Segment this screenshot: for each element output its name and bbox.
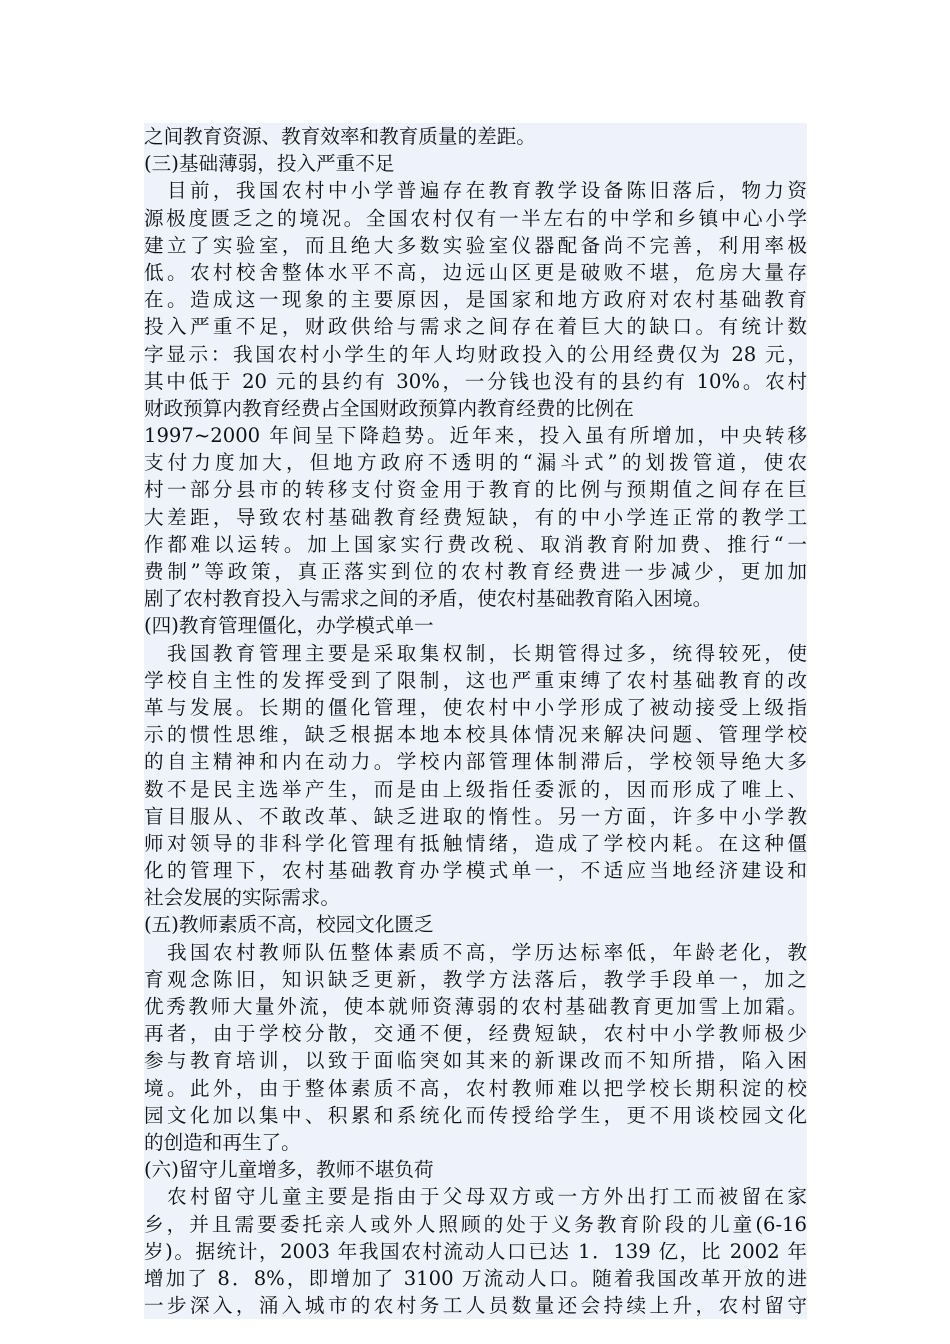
- text-line: 字显示：我国农村小学生的年人均财政投入的公用经费仅为 28 元，: [144, 342, 807, 366]
- text-line: 大差距，导致农村基础教育经费短缺，有的中小学连正常的教学工: [144, 505, 807, 529]
- text-line: 建立了实验室，而且绝大多数实验室仪器配备尚不完善，利用率极: [144, 233, 807, 257]
- text-line: 一步深入，涌入城市的农村务工人员数量还会持续上升，农村留守: [144, 1294, 807, 1318]
- text-line: 盲目服从、不敢改革、缺乏进取的惰性。另一方面，许多中小学教: [144, 804, 807, 828]
- text-line: 投入严重不足，财政供给与需求之间存在着巨大的缺口。有统计数: [144, 315, 807, 339]
- text-line: 源极度匮乏之的境况。全国农村仅有一半左右的中学和乡镇中心小学: [144, 206, 807, 230]
- text-line: 的创造和再生了。: [144, 1130, 301, 1154]
- text-line: 再者，由于学校分散，交通不便，经费短缺，农村中小学教师极少: [144, 1022, 807, 1046]
- text-line: 之间教育资源、教育效率和教育质量的差距。: [144, 125, 536, 148]
- text-line: 革与发展。长期的僵化管理，使农村中小学形成了被动接受上级指: [144, 695, 807, 719]
- text-line: 支付力度加大，但地方政府不透明的“漏斗式”的划拨管道，使农: [144, 451, 807, 475]
- text-line: 化的管理下，农村基础教育办学模式单一，不适应当地经济建设和: [144, 859, 807, 883]
- text-line: 其中低于 20 元的县约有 30%，一分钱也没有的县约有 10%。农村: [144, 369, 807, 393]
- text-line: 师对领导的非科学化管理有抵触情绪，造成了学校内耗。在这种僵: [144, 831, 807, 855]
- text-line: (六)留守儿童增多，教师不堪负荷: [144, 1158, 434, 1182]
- text-line: 境。此外，由于整体素质不高，农村教师难以把学校长期积淀的校: [144, 1076, 807, 1100]
- text-line: 农村留守儿童主要是指由于父母双方或一方外出打工而被留在家: [144, 1185, 807, 1209]
- text-line: 财政预算内教育经费占全国财政预算内教育经费的比例在: [144, 396, 634, 420]
- text-line: 数不是民主选举产生，而是由上级指任委派的，因而形成了唯上、: [144, 777, 807, 801]
- text-line: 1997~2000 年间呈下降趋势。近年来，投入虽有所增加，中央转移: [144, 424, 807, 448]
- text-line: 育观念陈旧，知识缺乏更新，教学方法落后，教学手段单一，加之: [144, 967, 807, 991]
- text-line: 目前，我国农村中小学普遍存在教育教学设备陈旧落后，物力资: [144, 179, 807, 203]
- text-line: 低。农村校舍整体水平不高，边远山区更是破败不堪，危房大量存: [144, 260, 807, 284]
- text-line: 增加了 8．8%，即增加了 3100 万流动人口。随着我国改革开放的进: [144, 1266, 807, 1290]
- text-line: (三)基础薄弱，投入严重不足: [144, 152, 395, 176]
- text-line: 参与教育培训，以致于面临突如其来的新课改而不知所措，陷入困: [144, 1049, 807, 1073]
- text-line: 村一部分县市的转移支付资金用于教育的比例与预期值之间存在巨: [144, 478, 807, 502]
- document-body: [144, 123, 807, 1319]
- text-line: 园文化加以集中、积累和系统化而传授给学生，更不用谈校园文化: [144, 1103, 807, 1127]
- text-line: (四)教育管理僵化，办学模式单一: [144, 614, 434, 638]
- text-line: 优秀教师大量外流，使本就师资薄弱的农村基础教育更加雪上加霜。: [144, 995, 807, 1018]
- text-line: 乡，并且需要委托亲人或外人照顾的处于义务教育阶段的儿童(6-16: [144, 1212, 807, 1236]
- text-line: 的自主精神和内在动力。学校内部管理体制滞后，学校领导绝大多: [144, 750, 807, 774]
- text-line: 在。造成这一现象的主要原因，是国家和地方政府对农村基础教育: [144, 288, 807, 312]
- text-line: 学校自主性的发挥受到了限制，这也严重束缚了农村基础教育的改: [144, 668, 807, 692]
- text-line: 费制”等政策，真正落实到位的农村教育经费进一步减少，更加加: [144, 560, 807, 583]
- text-line: 示的惯性思维，缺乏根据本地本校具体情况来解决问题、管理学校: [144, 723, 807, 747]
- text-line: 我国教育管理主要是采取集权制，长期管得过多，统得较死，使: [144, 641, 807, 665]
- text-line: 作都难以运转。加上国家实行费改税、取消教育附加费、推行“一: [144, 532, 807, 556]
- text-line: 我国农村教师队伍整体素质不高，学历达标率低，年龄老化，教: [144, 940, 807, 964]
- text-line: 岁)。据统计，2003 年我国农村流动人口已达 1．139 亿，比 2002 年: [144, 1239, 807, 1263]
- text-line: (五)教师素质不高，校园文化匮乏: [144, 913, 434, 937]
- text-line: 社会发展的实际需求。: [144, 886, 340, 910]
- text-line: 剧了农村教育投入与需求之间的矛盾，使农村基础教育陷入困境。: [144, 587, 713, 611]
